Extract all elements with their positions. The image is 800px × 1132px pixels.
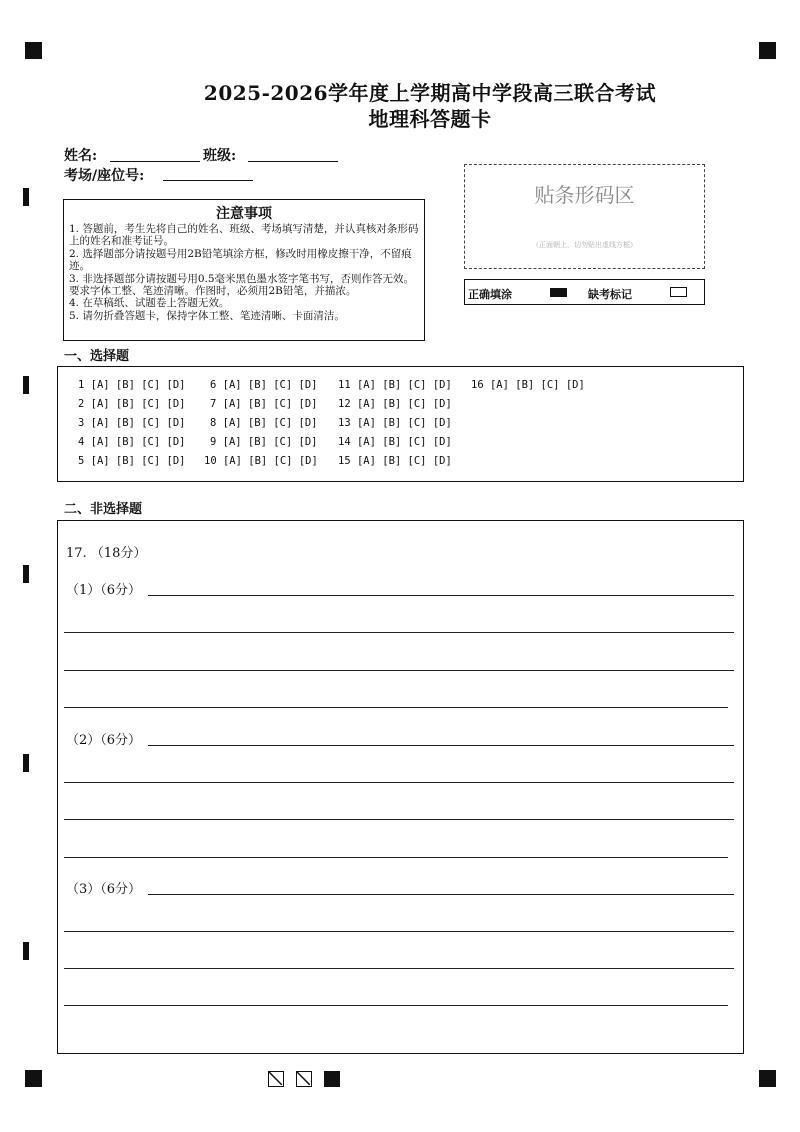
choice-item[interactable]: 15 [A] [B] [C] [D] bbox=[338, 455, 452, 467]
exam-title: 2025-2026学年度上学期高中学段高三联合考试 bbox=[203, 81, 657, 105]
corner-mark-bottom-right-icon bbox=[759, 1070, 776, 1087]
filled-square-icon bbox=[324, 1071, 340, 1087]
name-label: 姓名: bbox=[64, 148, 98, 164]
side-mark-icon bbox=[23, 942, 29, 960]
room-seat-field[interactable] bbox=[163, 180, 253, 181]
absent-mark-label: 缺考标记 bbox=[588, 288, 632, 301]
answer-line[interactable] bbox=[64, 968, 734, 969]
part-3-label: （3）（6分） bbox=[66, 882, 142, 897]
side-mark-icon bbox=[23, 754, 29, 772]
class-field[interactable] bbox=[248, 161, 338, 162]
notice-box bbox=[63, 199, 425, 341]
class-label: 班级: bbox=[203, 148, 237, 164]
choice-item[interactable]: 2 [A] [B] [C] [D] bbox=[78, 398, 186, 410]
answer-line[interactable] bbox=[64, 931, 734, 932]
section-free-response-title: 二、非选择题 bbox=[64, 502, 143, 517]
choice-item[interactable]: 8 [A] [B] [C] [D] bbox=[210, 417, 318, 429]
part-2-label: （2）（6分） bbox=[66, 733, 142, 748]
name-field[interactable] bbox=[110, 161, 200, 162]
choice-item[interactable]: 12 [A] [B] [C] [D] bbox=[338, 398, 452, 410]
answer-line[interactable] bbox=[64, 819, 734, 820]
absent-mark-box[interactable] bbox=[670, 287, 687, 297]
choice-grid bbox=[57, 366, 744, 482]
choice-item[interactable]: 7 [A] [B] [C] [D] bbox=[210, 398, 318, 410]
card-title: 地理科答题卡 bbox=[368, 107, 492, 131]
free-response-box bbox=[57, 520, 744, 1054]
question-17-label: 17. （18分） bbox=[66, 546, 147, 561]
slashed-square-icon bbox=[268, 1071, 284, 1087]
choice-item[interactable]: 4 [A] [B] [C] [D] bbox=[78, 436, 186, 448]
answer-line[interactable] bbox=[64, 707, 728, 708]
answer-line[interactable] bbox=[148, 595, 734, 596]
answer-line[interactable] bbox=[64, 632, 734, 633]
side-mark-icon bbox=[23, 376, 29, 394]
answer-line[interactable] bbox=[64, 670, 734, 671]
choice-item[interactable]: 14 [A] [B] [C] [D] bbox=[338, 436, 452, 448]
side-mark-icon bbox=[23, 188, 29, 206]
choice-item[interactable]: 1 [A] [B] [C] [D] bbox=[78, 379, 186, 391]
choice-item[interactable]: 9 [A] [B] [C] [D] bbox=[210, 436, 318, 448]
choice-item[interactable]: 5 [A] [B] [C] [D] bbox=[78, 455, 186, 467]
answer-line[interactable] bbox=[148, 894, 734, 895]
notice-item: 2. 选择题部分请按题号用2B铅笔填涂方框，修改时用橡皮擦干净，不留痕迹。 bbox=[69, 247, 412, 273]
notice-item: 5. 请勿折叠答题卡，保持字体工整、笔迹清晰、卡面清洁。 bbox=[69, 309, 345, 322]
notice-item: 3. 非选择题部分请按题号用0.5毫米黑色墨水签字笔书写，否则作答无效。要求字体工整、笔迹清晰。作图时，必须用2B铅笔，并描浓。 bbox=[69, 272, 415, 298]
answer-line[interactable] bbox=[64, 857, 728, 858]
choice-item[interactable]: 6 [A] [B] [C] [D] bbox=[210, 379, 318, 391]
answer-line[interactable] bbox=[64, 1005, 728, 1006]
correct-fill-label: 正确填涂 bbox=[468, 288, 512, 301]
notice-list bbox=[64, 223, 424, 322]
answer-line[interactable] bbox=[148, 745, 734, 746]
slashed-square-icon bbox=[296, 1071, 312, 1087]
choice-item[interactable]: 16 [A] [B] [C] [D] bbox=[471, 379, 585, 391]
fill-legend bbox=[464, 279, 705, 305]
choice-item[interactable]: 3 [A] [B] [C] [D] bbox=[78, 417, 186, 429]
part-1-label: （1）（6分） bbox=[66, 583, 142, 598]
side-mark-icon bbox=[23, 565, 29, 583]
notice-title: 注意事项 bbox=[216, 206, 272, 222]
corner-mark-top-right-icon bbox=[759, 42, 776, 59]
room-seat-label: 考场/座位号: bbox=[64, 168, 145, 184]
barcode-note: （正面朝上，切勿贴出虚线方框） bbox=[532, 241, 637, 249]
notice-item: 1. 答题前，考生先将自己的姓名、班级、考场填写清楚，并认真核对条形码上的姓名和准考证号。 bbox=[69, 223, 419, 248]
choice-item[interactable]: 13 [A] [B] [C] [D] bbox=[338, 417, 452, 429]
corner-mark-bottom-left-icon bbox=[25, 1070, 42, 1087]
barcode-title: 贴条形码区 bbox=[534, 183, 635, 207]
section-choice-title: 一、选择题 bbox=[64, 349, 130, 364]
answer-line[interactable] bbox=[64, 782, 734, 783]
choice-item[interactable]: 10 [A] [B] [C] [D] bbox=[204, 455, 318, 467]
filled-box-icon bbox=[550, 288, 567, 297]
barcode-area bbox=[464, 164, 705, 269]
notice-item: 4. 在草稿纸、试题卷上答题无效。 bbox=[69, 297, 230, 310]
corner-mark-top-left-icon bbox=[25, 42, 42, 59]
choice-item[interactable]: 11 [A] [B] [C] [D] bbox=[338, 379, 452, 391]
